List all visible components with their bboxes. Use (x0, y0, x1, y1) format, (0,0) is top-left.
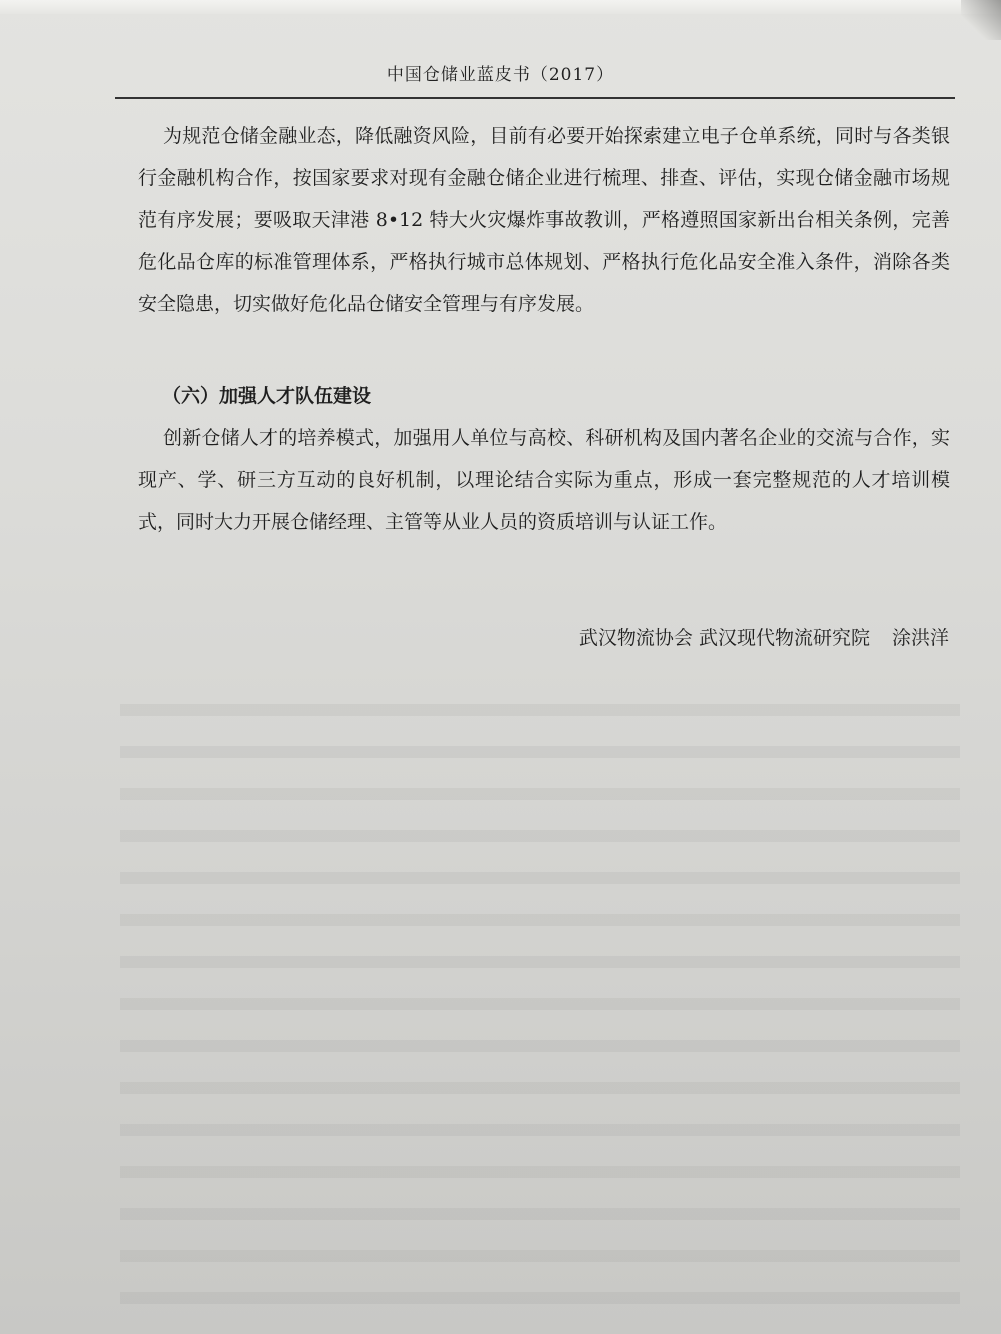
paragraph-talent-training: 创新仓储人才的培养模式，加强用人单位与高校、科研机构及国内著名企业的交流与合作，实现产、学、研三方互动的良好机制，以理论结合实际为重点，形成一套完整规范的人才培训模式，同时大力开展仓储经理、主管等从业人员的资质培训与认证工作。 (138, 427, 950, 533)
show-through-reverse-text (120, 690, 960, 1330)
page-corner-shadow (961, 0, 1001, 40)
signature-org-association: 武汉物流协会 (578, 627, 693, 649)
signature-author: 涂洪洋 (891, 627, 949, 649)
section-heading: （六）加强人才队伍建设 (162, 385, 372, 407)
paragraph-warehouse-finance: 为规范仓储金融业态，降低融资风险，目前有必要开始探索建立电子仓单系统，同时与各类银行金融机构合作，按国家要求对现有金融仓储企业进行梳理、排查、评估，实现仓储金融市场规范有序发展；要吸取天津港 8•12 特大火灾爆炸事故教训，严格遵照国家新出台相关条例，完善危化品仓库的标准管理体系，严格执行城市总体规划、严格执行危化品安全准入条件，消除各类安全隐患，切实做好危化品仓储安全管理与有序发展。 (138, 125, 950, 315)
signature-org-institute: 武汉现代物流研究院 (698, 627, 870, 649)
signature-line (579, 617, 949, 659)
running-header-title: 中国仓储业蓝皮书（2017） (386, 65, 615, 85)
page-top-edge (0, 0, 1001, 14)
header-rule (115, 97, 955, 99)
